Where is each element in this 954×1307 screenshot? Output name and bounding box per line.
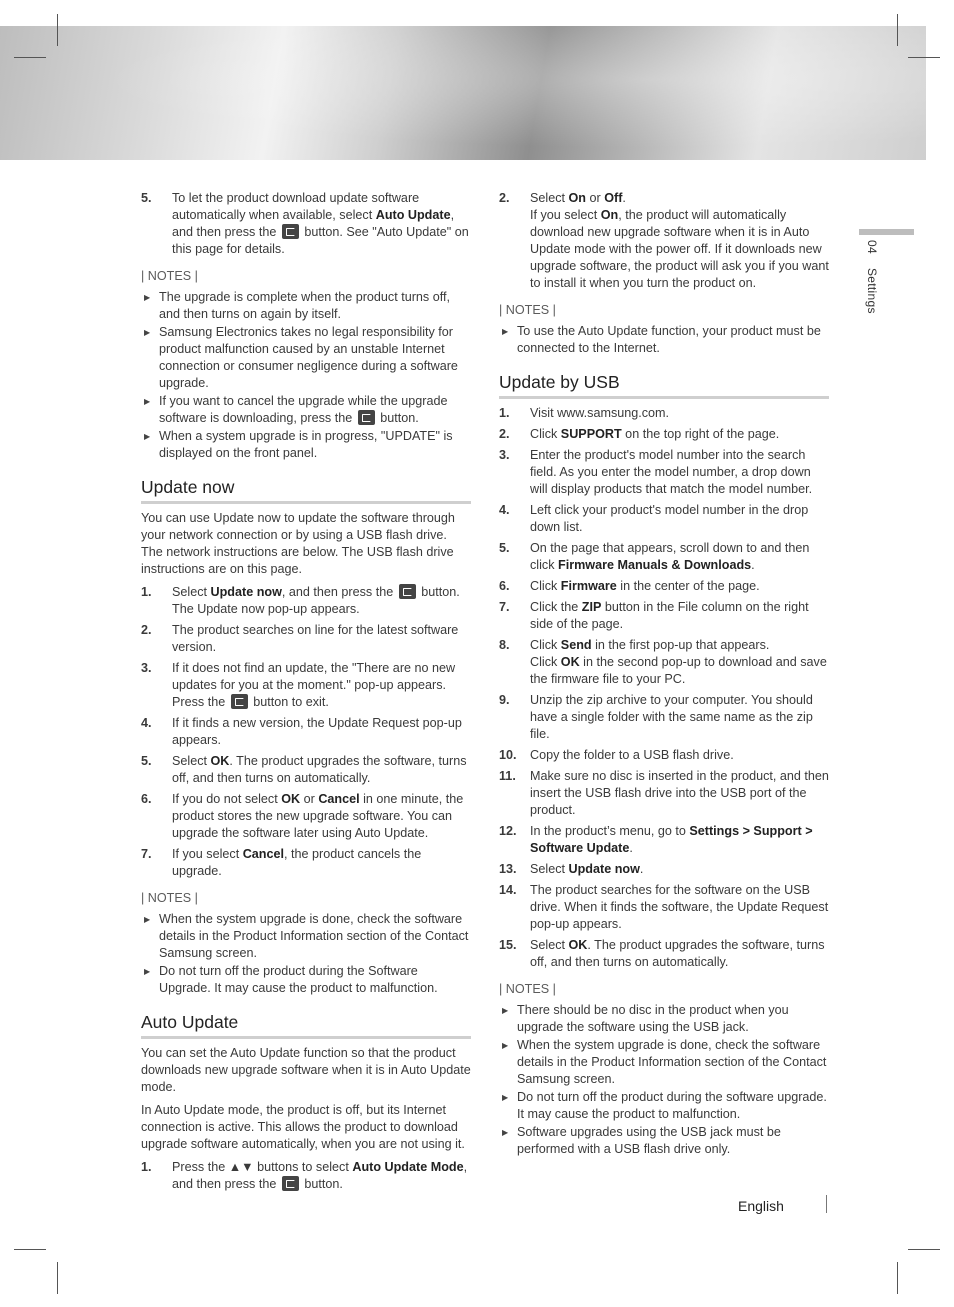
crop-mark [897,14,898,46]
section-heading-auto-update: Auto Update [141,1011,471,1039]
chapter-title: Settings [865,267,879,314]
step: 14. The product searches for the software on the USB drive. When it finds the software, the Update Request pop-up appears. [499,883,829,931]
step: 2. The product searches on line for the latest software version. [141,623,459,654]
paragraph: You can use Update now to update the software through your network connection or by using a USB flash drive. The network instructions are below. The USB flash drive instructions are on this page. [141,511,455,576]
right-column [499,190,829,1159]
step: 1. Press the ▲▼ buttons to select Auto Update Mode, and then press the button. [141,1160,468,1191]
crop-mark [908,57,940,58]
note-item: ▶ The upgrade is complete when the product turns off, and then turns on again by itself. [141,289,471,323]
note-item: ▶ Do not turn off the product during the software upgrade. It may cause the product to malfunction. [499,1089,829,1123]
header-banner [0,26,926,160]
crop-mark [57,14,58,46]
crop-mark [908,1249,940,1250]
enter-button-icon [231,694,248,709]
arrow-bullet-icon: ▶ [144,293,151,302]
notes-label: | NOTES | [499,303,556,317]
step: 3. Enter the product's model number into the search field. As you enter the model number, a drop down will display products that match the model number. [499,448,813,496]
step: 8. Click Send in the first pop-up that appears. Click OK in the second pop-up to download and save the firmware file to your PC. [499,638,827,686]
step: 2. Select On or Off. If you select On, the product will automatically download new upgrade software when it is in Auto Update mode with the power off. If it downloads new upgrade software, the product will ask you if you want to install it when you turn the product on. [499,191,829,290]
notes-label: | NOTES | [499,982,556,996]
crop-mark [897,1262,898,1294]
note-item: ▶ When a system upgrade is in progress, "UPDATE" is displayed on the front panel. [141,428,471,462]
enter-button-icon [399,584,416,599]
step: 10. Copy the folder to a USB flash drive. [499,748,734,762]
arrow-bullet-icon: ▶ [502,1041,509,1050]
note-item: ▶ If you want to cancel the upgrade while the upgrade software is downloading, press the button. [141,393,471,427]
arrow-bullet-icon: ▶ [502,327,509,336]
step: 9. Unzip the zip archive to your computer. You should have a single folder with the same name as the zip file. [499,693,813,741]
note-item: ▶ Software upgrades using the USB jack must be performed with a USB flash drive only. [499,1124,829,1158]
note-item: ▶ When the system upgrade is done, check the software details in the Product Information section of the Contact Samsung screen. [499,1037,829,1088]
note-item: ▶ When the system upgrade is done, check the software details in the Product Information section of the Contact Samsung screen. [141,911,471,962]
footer-language: English [738,1198,784,1214]
note-item: ▶ There should be no disc in the product when you upgrade the software using the USB jack. [499,1002,829,1036]
notes-label: | NOTES | [141,269,198,283]
arrow-bullet-icon: ▶ [502,1006,509,1015]
step: 7. Click the ZIP button in the File column on the right side of the page. [499,600,809,631]
step: 1. Select Update now, and then press the button. The Update now pop-up appears. [141,585,460,616]
step-5-auto: 5. To let the product download update software automatically when available, select Auto Update, and then press the button. See "Auto Update" on this page for details. [141,191,469,256]
note-item: ▶ To use the Auto Update function, your product must be connected to the Internet. [499,323,829,357]
arrow-bullet-icon: ▶ [144,328,151,337]
step: 6. If you do not select OK or Cancel in one minute, the product stores the new upgrade software. You can upgrade the software later using Auto Update. [141,792,464,840]
step: 11. Make sure no disc is inserted in the product, and then insert the USB flash drive into the USB port of the product. [499,769,829,817]
arrow-bullet-icon: ▶ [144,397,151,406]
step: 5. On the page that appears, scroll down to and then click Firmware Manuals & Downloads. [499,541,810,572]
paragraph: In Auto Update mode, the product is off, but its Internet connection is active. This allows the product to download upgrade software automatically, when you are not using it. [141,1103,465,1151]
note-item: ▶ Do not turn off the product during the Software Upgrade. It may cause the product to malfunction. [141,963,471,997]
chapter-label [865,240,879,323]
step: 12. In the product’s menu, go to Settings > Support > Software Update. [499,824,813,855]
section-heading-update-now: Update now [141,476,471,504]
enter-button-icon [282,1176,299,1191]
arrow-bullet-icon: ▶ [144,432,151,441]
step: 15. Select OK. The product upgrades the software, turns off, and then turns on automatically. [499,938,825,969]
arrow-bullet-icon: ▶ [144,967,151,976]
step: 3. If it does not find an update, the "There are no new updates for you at the moment." pop-up appears. Press the button to exit. [141,661,456,709]
enter-button-icon [358,410,375,425]
arrow-bullet-icon: ▶ [144,915,151,924]
enter-button-icon [282,224,299,239]
left-column [141,190,471,1197]
step: 13. Select Update now. [499,862,644,876]
crop-mark [14,1249,46,1250]
chapter-tab [859,229,914,235]
step: 1. Visit www.samsung.com. [499,406,670,420]
crop-mark [57,1262,58,1294]
note-item: ▶ Samsung Electronics takes no legal responsibility for product malfunction caused by an unstable Internet connection or consumer negligence during a software upgrade. [141,324,471,392]
step: 7. If you select Cancel, the product cancels the upgrade. [141,847,422,878]
step: 6. Click Firmware in the center of the page. [499,579,760,593]
footer-divider [826,1195,827,1213]
chapter-number: 04 [865,240,879,254]
paragraph: You can set the Auto Update function so that the product downloads new upgrade software when it is in Auto Update mode. [141,1046,471,1094]
arrow-bullet-icon: ▶ [502,1128,509,1137]
notes-label: | NOTES | [141,891,198,905]
step: 2. Click SUPPORT on the top right of the page. [499,427,780,441]
crop-mark [14,57,46,58]
step: 5. Select OK. The product upgrades the software, turns off, and then turns on automatically. [141,754,467,785]
arrow-bullet-icon: ▶ [502,1093,509,1102]
step: 4. Left click your product's model number in the drop down list. [499,503,809,534]
section-heading-update-by-usb: Update by USB [499,371,829,399]
step: 4. If it finds a new version, the Update Request pop-up appears. [141,716,462,747]
